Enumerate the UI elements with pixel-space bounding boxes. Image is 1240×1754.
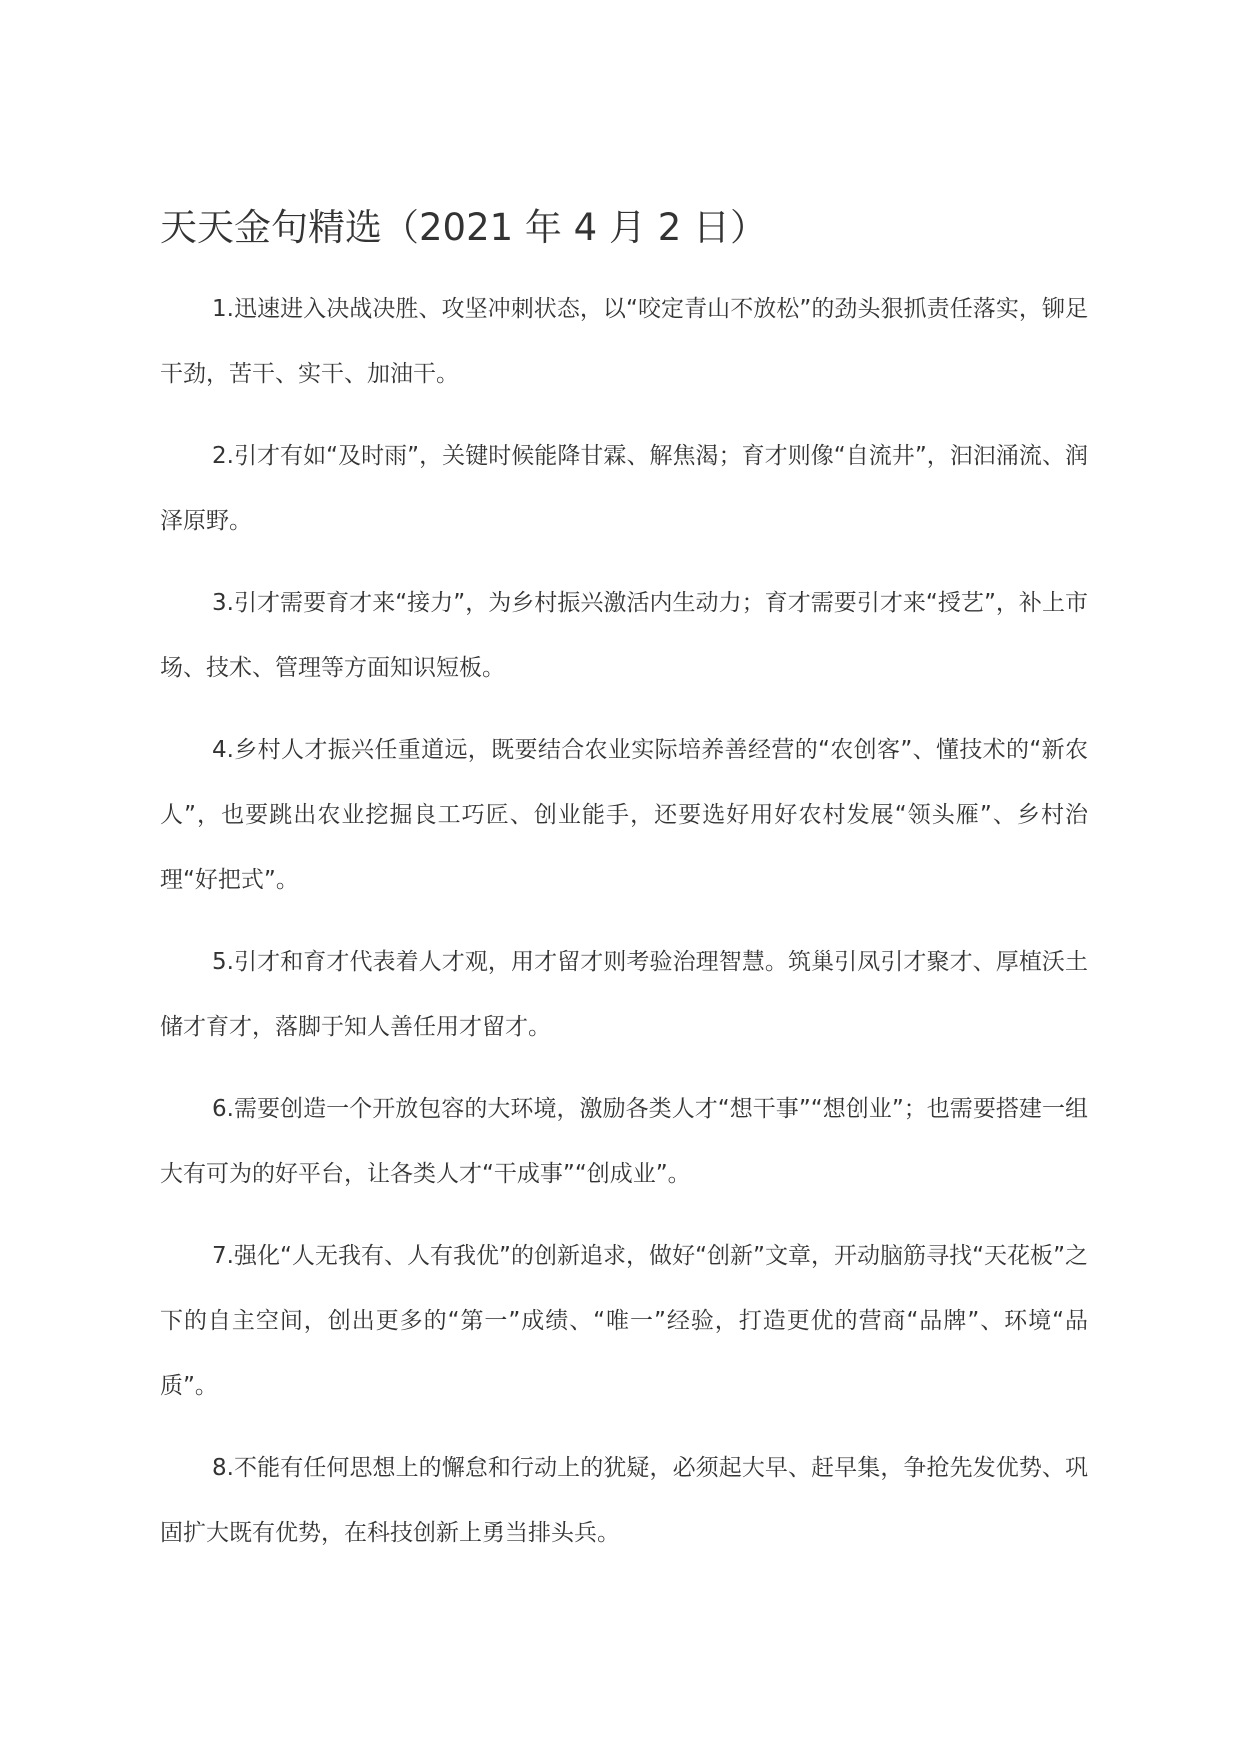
paragraph-5: 5.引才和育才代表着人才观，用才留才则考验治理智慧。筑巢引凤引才聚才、厚植沃土储才育才，落脚于知人善任用才留才。 bbox=[160, 949, 1088, 1040]
paragraph-4: 4.乡村人才振兴任重道远，既要结合农业实际培养善经营的“农创客”、懂技术的“新农人”，也要跳出农业挖掘良工巧匠、创业能手，还要选好用好农村发展“领头雁”、乡村治理“好把式”。 bbox=[160, 737, 1088, 893]
document-body bbox=[160, 277, 1088, 1583]
paragraph-8: 8.不能有任何思想上的懈怠和行动上的犹疑，必须起大早、赶早集，争抢先发优势、巩固扩大既有优势，在科技创新上勇当排头兵。 bbox=[160, 1455, 1088, 1546]
paragraph-6: 6.需要创造一个开放包容的大环境，激励各类人才“想干事”“想创业”；也需要搭建一组大有可为的好平台，让各类人才“干成事”“创成业”。 bbox=[160, 1096, 1088, 1187]
paragraph-3: 3.引才需要育才来“接力”，为乡村振兴激活内生动力；育才需要引才来“授艺”，补上市场、技术、管理等方面知识短板。 bbox=[160, 590, 1088, 681]
document-title: 天天金句精选（2021 年 4 月 2 日） bbox=[160, 206, 768, 249]
paragraph-7: 7.强化“人无我有、人有我优”的创新追求，做好“创新”文章，开动脑筋寻找“天花板”之下的自主空间，创出更多的“第一”成绩、“唯一”经验，打造更优的营商“品牌”、环境“品质”。 bbox=[160, 1243, 1088, 1399]
paragraph-1: 1.迅速进入决战决胜、攻坚冲刺状态，以“咬定青山不放松”的劲头狠抓责任落实，铆足干劲，苦干、实干、加油干。 bbox=[160, 296, 1088, 387]
paragraph-2: 2.引才有如“及时雨”，关键时候能降甘霖、解焦渴；育才则像“自流井”，汩汩涌流、润泽原野。 bbox=[160, 443, 1088, 534]
